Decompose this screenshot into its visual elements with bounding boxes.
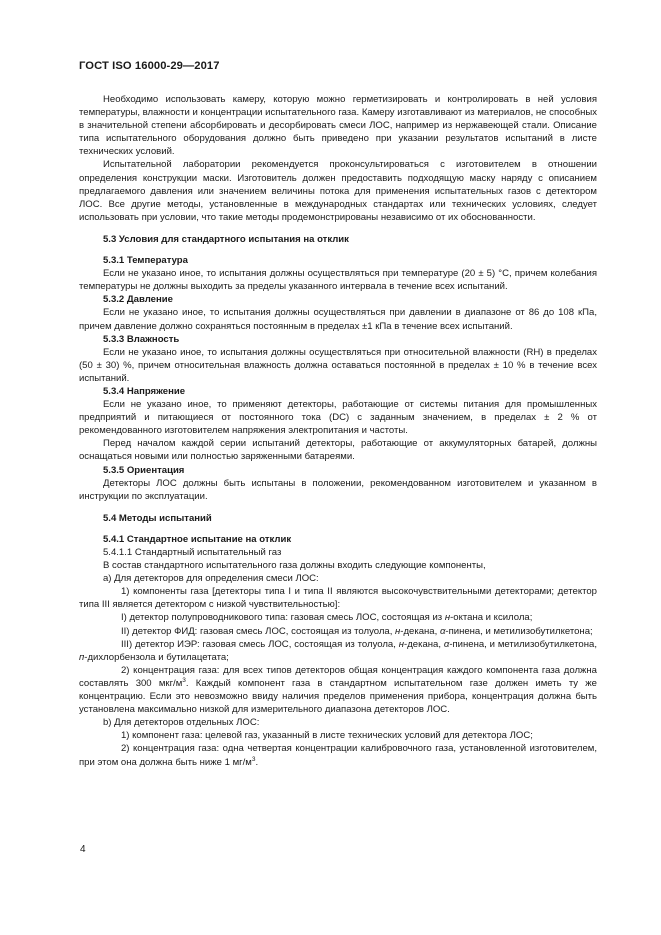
alpha-symbol: α [439,625,446,637]
alpha-symbol: α [443,638,450,650]
section-5-3-1-heading: 5.3.1 Температура [103,255,188,267]
section-5-4-1-1-heading: 5.4.1.1 Стандартный испытательный газ [103,547,282,558]
italic-n: н [444,612,451,624]
page-number: 4 [80,844,86,855]
document-body [79,93,597,769]
italic-n: н [398,638,405,650]
section-5-3-heading: 5.3 Условия для стандартного испытания на отклик [103,233,349,245]
text: I) детектор полупроводникового типа: газовая смесь ЛОС, состоящая из [121,612,445,624]
superscript-3: 3 [182,676,186,684]
paragraph-components: В состав стандартного испытательного газа должны входить следующие компоненты, [103,560,486,572]
text: -декана, [400,625,440,637]
section-5-3-2-heading: 5.3.2 Давление [103,294,173,306]
text: II) детектор ФИД: газовая смесь ЛОС, состоящая из толуола, [121,625,396,637]
italic-n: н [395,625,401,637]
text: -дихлорбензола и бутилацетата; [84,651,229,663]
italic-p: п [79,651,85,663]
paragraph-chamber: Необходимо использовать камеру, которую можно герметизировать и контролировать в ней условия температуры, влажности и концентрации испытательного газа. Камеру изготавливают из материалов, не способных в значительной степени абсорбировать и десорбировать смеси ЛОС, например из нержавеющей стали. Описание типа испытательного оборудования должно быть приведено при указании результатов испытаний в листе технических условий. [79,94,597,158]
section-5-4-1-heading: 5.4.1 Стандартное испытание на отклик [103,533,292,545]
paragraph-orientation: Детекторы ЛОС должны быть испытаны в положении, рекомендованном изготовителем и указанном в инструкции по эксплуатации. [79,477,597,502]
list-item-a1-III [79,638,597,664]
text: -октана и ксилола; [450,612,533,624]
paragraph-mask: Испытательной лаборатории рекомендуется проконсультироваться с изготовителем в отношении определения конструкции маски. Изготовитель должен предоставить подходящую маску наряду с описанием предлагаемого давления или значением величины потока для применения испытательных газов с детектором ЛОС. Все другие методы, установленные в международных стандартах или технических условиях, следует использовать при условии, что такие методы продемонстрированы независимо от их обоснованности. [79,159,597,223]
list-item-a: а) Для детекторов для определения смеси ЛОС: [103,573,319,585]
paragraph-pressure: Если не указано иное, то испытания должны осуществляться при давлении в диапазоне от 86 до 108 кПа, причем давление должно сохраняться постоянным в пределах ±1 кПа в течение всех испытаний. [79,307,597,332]
text: -декана, [404,638,444,650]
paragraph-voltage-2: Перед началом каждой серии испытаний детекторы, работающие от аккумуляторных батарей, должны оснащаться новыми или полностью заряженными батареями. [79,438,597,463]
list-item-b2 [79,742,597,768]
paragraph-voltage-1: Если не указано иное, то применяют детекторы, работающие от системы питания для промышленных предприятий и питающиеся от постоянного тока (DC) с заданным значением, в пределах ± 2 % от рекомендованного изготовителем напряжения электропитания и частоты. [79,399,597,437]
standard-header: ГОСТ ISO 16000-29—2017 [79,60,220,72]
section-5-3-5-heading: 5.3.5 Ориентация [103,464,185,476]
paragraph-temperature: Если не указано иное, то испытания должны осуществляться при температуре (20 ± 5) °C, причем колебания температуры не должны выходить за пределы указанного интервала в течение всех испытаний. [79,268,597,293]
text: 2) концентрация газа: одна четвертая концентрации калибровочного газа, установленной изготовителем, при этом она должна быть ниже 1 мг/м [79,743,597,768]
list-item-a1: 1) компоненты газа [детекторы типа I и типа II являются высокочувствительными детекторами; детектор типа III является детектором с низкой чувствительностью]: [79,586,597,611]
list-item-a1-II [79,625,597,638]
section-5-4-heading: 5.4 Методы испытаний [103,512,212,524]
text: . Каждый компонент газа в стандартном испытательном газе должен иметь ту же концентрацию. Если это невозможно ввиду наличия пределов применения прибора, концентрация должна быть установлена максимально низкой для измерительного диапазона детекторов ЛОС. [79,677,597,716]
text: -пинена, и метилизобутилкетона; [445,625,593,637]
text: -пинена, и метилизобутилкетона, [449,638,597,650]
paragraph-humidity: Если не указано иное, то испытания должны осуществляться при относительной влажности (RH) в пределах (50 ± 30) %, причем относительная влажность должна оставаться постоянной в пределах ± 10 % в течение всех испытаний. [79,346,597,384]
superscript-3: 3 [251,755,256,763]
list-item-a1-I [79,611,597,624]
text: III) детектор ИЭР: газовая смесь ЛОС, состоящая из толуола, [121,638,399,650]
list-item-b: b) Для детекторов отдельных ЛОС: [103,717,260,729]
section-5-3-3-heading: 5.3.3 Влажность [103,333,180,345]
list-item-a2 [79,664,597,716]
list-item-b1: 1) компонент газа: целевой газ, указанный в листе технических условий для детектора ЛОС; [121,730,533,742]
section-5-3-4-heading: 5.3.4 Напряжение [103,385,186,397]
text: . [255,756,259,768]
text: 2) концентрация газа: для всех типов детекторов общая концентрация каждого компонента газа должна составлять 300 мкг/м [79,664,597,689]
